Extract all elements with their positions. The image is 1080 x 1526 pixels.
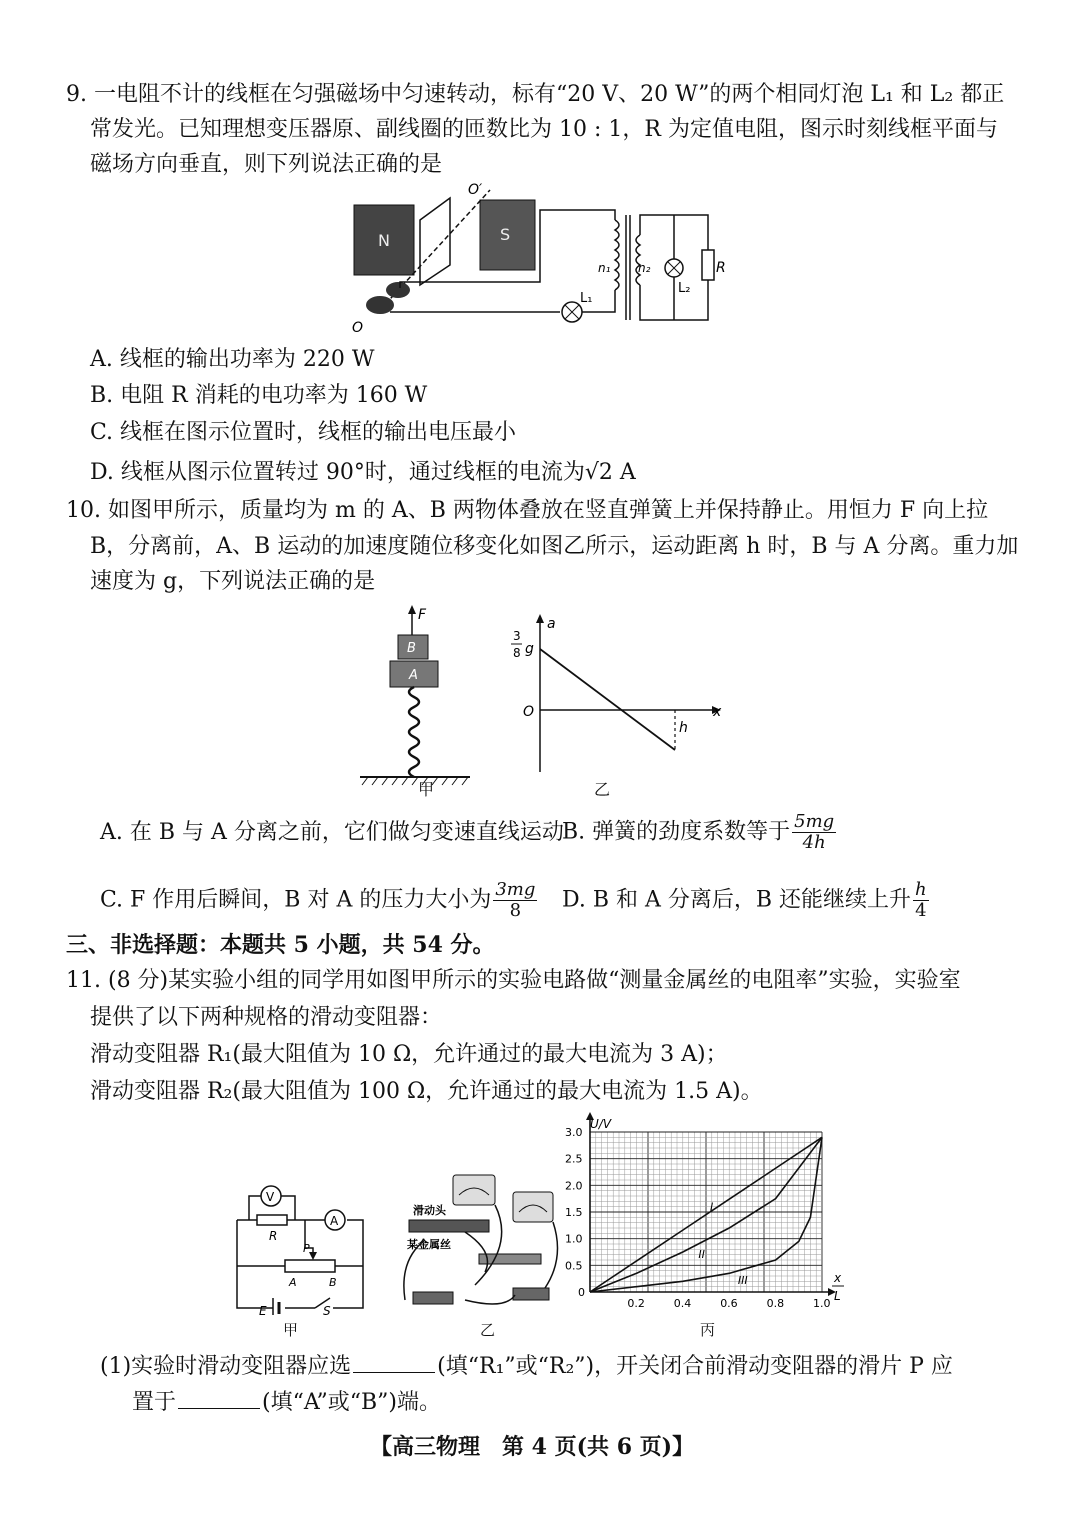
axis-label-top: O′ — [468, 182, 483, 198]
secondary-coil — [636, 235, 640, 285]
q11-sub1-text-c: 置于 — [132, 1390, 177, 1415]
q11-stem-line2: 提供了以下两种规格的滑动变阻器： — [90, 1005, 443, 1030]
q10-option-c-denominator: 8 — [509, 900, 522, 921]
rheostat-device — [409, 1220, 489, 1232]
q9-option-b: B. 电阻 R 消耗的电功率为 160 W — [90, 383, 428, 408]
q11-sub1-text-b: (填“R₁”或“R₂”)，开关闭合前滑动变阻器的滑片 P 应 — [437, 1354, 953, 1379]
y-intercept-g: g — [525, 641, 534, 657]
section-3-heading: 三、非选择题：本题共 5 小题，共 54 分。 — [66, 932, 495, 958]
page-footer: 【高三物理 第 4 页(共 6 页)】 — [370, 1434, 695, 1460]
q9-option-a: A. 线框的输出功率为 220 W — [90, 347, 375, 372]
q10-fig-yi-caption: 乙 — [594, 780, 611, 799]
q11-apparatus-yi — [395, 1170, 570, 1320]
n1-label: n₁ — [598, 261, 611, 275]
y-tick-label: 0.5 — [565, 1259, 583, 1273]
slider-p-label: P — [303, 1242, 310, 1255]
x-tick-label: 0.6 — [720, 1297, 738, 1310]
slip-ring — [386, 282, 410, 298]
q10-option-c — [100, 880, 539, 921]
q11-stem-line1: 11. (8 分)某实验小组的同学用如图甲所示的实验电路做“测量金属丝的电阻率”实验，实验室 — [66, 968, 961, 993]
a-vs-x-line — [540, 649, 675, 750]
block-b-label: B — [407, 641, 416, 656]
q10-option-c-text: C. F 作用后瞬间，B 对 A 的压力大小为 — [100, 887, 492, 913]
q10-fig-jia-caption: 甲 — [418, 780, 435, 799]
q9-option-d-value: √2 A — [584, 460, 636, 485]
voltmeter-device — [453, 1175, 495, 1205]
slider-head-label: 滑动头 — [413, 1204, 446, 1217]
x-tick-label: 0.4 — [673, 1297, 692, 1310]
battery-e-label: E — [259, 1304, 267, 1315]
q9-generator-transformer-figure — [340, 180, 740, 335]
series-label-I: I — [710, 1200, 714, 1214]
lamp-l2-label: L₂ — [678, 281, 691, 296]
q11-fig-jia-caption: 甲 — [283, 1321, 299, 1339]
chart-ylabel: U/V — [590, 1117, 612, 1131]
x-tick-label: 1.0 — [813, 1297, 831, 1310]
answer-blank-rheostat[interactable] — [353, 1350, 435, 1373]
q10-option-b-text: B. 弹簧的劲度系数等于 — [562, 819, 791, 845]
lamp-l1-label: L₁ — [580, 291, 593, 306]
resistor-r — [257, 1215, 287, 1225]
resistor-r — [702, 250, 714, 280]
q10-option-c-numerator: 3mg — [495, 879, 536, 900]
q11-fig-bing-caption: 丙 — [700, 1321, 716, 1339]
voltmeter-label: V — [266, 1190, 275, 1204]
q10-option-b — [562, 812, 838, 853]
battery-device — [413, 1292, 453, 1304]
slider-p — [309, 1252, 317, 1260]
q11-sub1-line1 — [100, 1350, 953, 1382]
y-tick-label: 2.5 — [565, 1152, 583, 1166]
x-tick-label: 0.8 — [766, 1297, 785, 1310]
q9-option-c: C. 线框在图示位置时，线框的输出电压最小 — [90, 420, 517, 445]
y-tick-label: 2.0 — [565, 1179, 583, 1193]
q11-sub1-line2 — [132, 1386, 441, 1418]
q10-fig-jia — [350, 605, 480, 800]
q9-stem-line1: 9. 一电阻不计的线框在匀强磁场中匀速转动，标有“20 V、20 W”的两个相同灯泡 L₁ 和 L₂ 都正 — [66, 82, 1005, 107]
q10-stem-line2: B，分离前，A、B 运动的加速度随位移变化如图乙所示，运动距离 h 时，B 与 A 分离。重力加 — [90, 534, 1019, 559]
q10-option-a: A. 在 B 与 A 分离之前，它们做匀变速直线运动 — [100, 820, 564, 845]
y-intercept-num: 3 — [513, 629, 521, 643]
primary-coil — [615, 220, 619, 290]
q11-sub1-text-a: (1)实验时滑动变阻器应选 — [100, 1354, 352, 1379]
resistor-r-label: R — [269, 1229, 278, 1243]
q10-stem-line1: 10. 如图甲所示，质量均为 m 的 A、B 两物体叠放在竖直弹簧上并保持静止。用恒力 F 向上拉 — [66, 498, 989, 523]
q11-fig-yi-caption: 乙 — [480, 1321, 496, 1339]
metal-wire-device — [479, 1254, 541, 1264]
q10-option-d — [562, 880, 931, 921]
q11-r1-spec: 滑动变阻器 R₁(最大阻值为 10 Ω，允许通过的最大电流为 3 A)； — [90, 1042, 728, 1067]
force-f-label: F — [418, 607, 427, 623]
axis-x-label: x — [713, 704, 722, 720]
q9-option-d-text: D. 线框从图示位置转过 90°时，通过线框的电流为 — [90, 460, 585, 485]
series-label-III: III — [737, 1274, 748, 1287]
switch-s-label: S — [323, 1304, 331, 1315]
rheostat — [285, 1260, 335, 1272]
tick-label-origin: 0 — [578, 1286, 585, 1299]
q9-stem-line2: 常发光。已知理想变压器原、副线圈的匝数比为 10 : 1，R 为定值电阻，图示时刻线框平面与 — [90, 117, 998, 142]
chart-xlabel-den: L — [834, 1289, 841, 1303]
series-label-II: II — [698, 1248, 705, 1261]
origin-label: O — [523, 704, 535, 720]
y-tick-label: 1.0 — [565, 1232, 583, 1246]
axis-a-label: a — [547, 616, 556, 632]
x-tick-label: 0.2 — [627, 1297, 645, 1310]
q9-option-d — [90, 458, 636, 488]
magnet-s-label: S — [500, 225, 511, 244]
block-a-label: A — [409, 668, 418, 683]
q11-sub1-text-d: (填“A”或“B”)端。 — [262, 1390, 441, 1415]
q9-stem-line3: 磁场方向垂直，则下列说法正确的是 — [90, 152, 443, 177]
coil-frame — [420, 198, 450, 285]
rheostat-end-b: B — [329, 1276, 337, 1289]
q10-option-b-numerator: 5mg — [794, 811, 835, 832]
q10-option-d-numerator: h — [915, 879, 927, 900]
magnet-n-label: N — [378, 231, 390, 250]
resistor-r-label: R — [716, 260, 726, 276]
y-intercept-den: 8 — [513, 646, 521, 660]
metal-wire-label: 某金属丝 — [407, 1238, 451, 1251]
q11-circuit-jia — [225, 1180, 375, 1315]
ammeter-device — [513, 1192, 553, 1222]
answer-blank-end[interactable] — [178, 1386, 260, 1409]
y-tick-label: 3.0 — [565, 1126, 583, 1139]
h-label: h — [679, 720, 688, 736]
axis-label-bottom: O — [352, 320, 364, 335]
chart-xlabel-num: x — [834, 1271, 842, 1285]
slip-ring — [366, 296, 394, 314]
ammeter-label: A — [330, 1214, 339, 1228]
switch-device — [513, 1288, 549, 1300]
q11-ux-chart — [560, 1110, 850, 1320]
q10-option-d-text: D. B 和 A 分离后，B 还能继续上升 — [562, 887, 912, 913]
y-tick-label: 1.5 — [565, 1206, 583, 1219]
rheostat-end-a: A — [289, 1276, 297, 1289]
q10-option-b-denominator: 4h — [802, 832, 826, 853]
n2-label: n₂ — [638, 261, 651, 275]
spring — [409, 687, 419, 777]
q10-option-d-denominator: 4 — [915, 900, 927, 921]
q10-fig-yi — [505, 612, 730, 782]
q11-r2-spec: 滑动变阻器 R₂(最大阻值为 100 Ω，允许通过的最大电流为 1.5 A)。 — [90, 1079, 763, 1104]
q10-stem-line3: 速度为 g，下列说法正确的是 — [90, 569, 376, 594]
